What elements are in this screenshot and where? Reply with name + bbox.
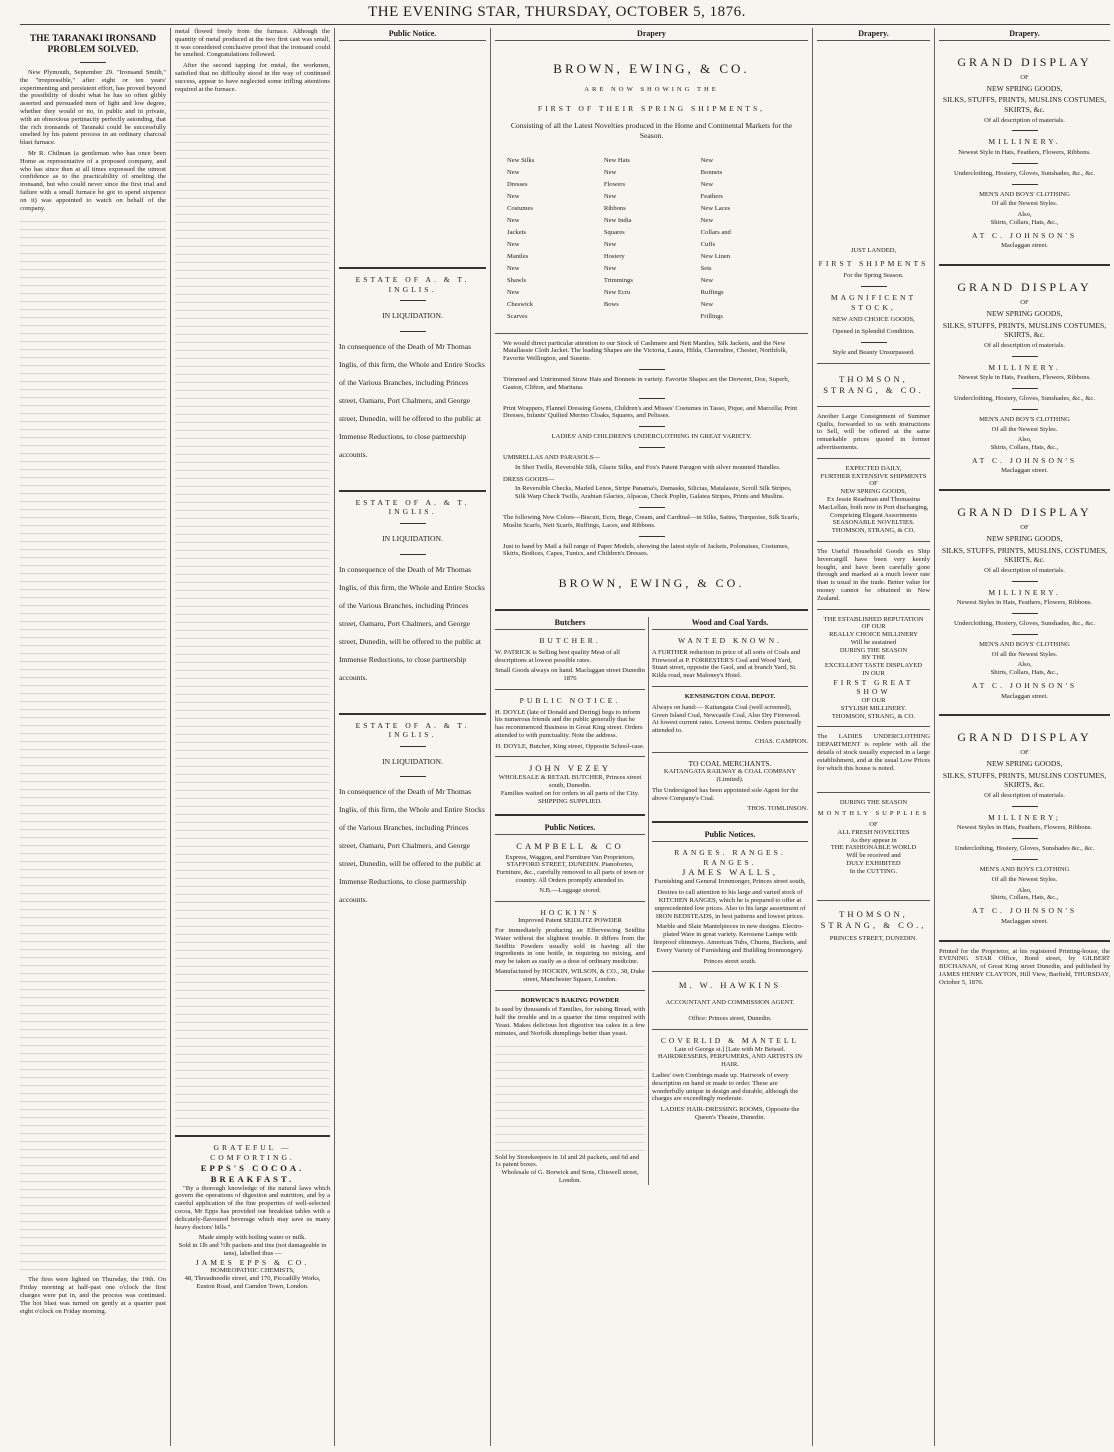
divider	[639, 369, 665, 370]
notice-body: In consequence of the Death of Mr Thomas Inglis, of this firm, the Whole and Entire Stocks of the Various Branches, including Princes street, Oamaru, Port Chalmers, and George street, Dunedin, will be offered to the public at Immense Reductions, to close partnership accounts.	[339, 341, 485, 459]
novelty-item: New Frillings	[700, 300, 723, 320]
ad-line: Also,	[1017, 886, 1032, 894]
ad-paragraph: In Reversible Checks, Marled Lenos, Stripe Panama's, Damasks, Silicias, Matalassie, Scroll Silk Stripes, Silk Warp Check Twills, Arabian Glacies, Alpacas, Check Poplin, Galatea Stripes, Prints and Muslins.	[515, 485, 792, 501]
ad-line: SILKS, STUFFS, PRINTS, MUSLINS, COSTUMES, SKIRTS, &c.	[941, 545, 1108, 565]
ad-line: Underclothing, Hosiery, Gloves, Sunshades &c., &c.	[954, 845, 1095, 853]
notice-subtitle: IN LIQUIDATION.	[382, 756, 443, 766]
ad-line: Sold by Storekeepers in 1d and 2d packets, and 6d and 1s patent boxes.	[495, 1153, 640, 1169]
ad-title: TO COAL MERCHANTS.	[688, 758, 772, 768]
ad-line: Consisting of all the Latest Novelties produced in the Home and Continental Markets for the Season.	[510, 121, 793, 140]
divider	[400, 331, 426, 332]
novelty-item: New Hosiery	[603, 240, 625, 260]
novelty-item: New Feathers	[700, 180, 723, 200]
divider	[1012, 184, 1038, 185]
ad-signature: THOS. TOMLINSON.	[747, 805, 808, 813]
ad-title: GRAND DISPLAY	[957, 280, 1092, 295]
ad-paragraph: Print Wrappers, Flannel Dressing Gowns, Children's and Misses' Costumes in Tasso, Pique, and Marcella; Print Dresses, Infants' Quilted Merino Cloaks, Squares, and Pelisses.	[503, 404, 798, 420]
column-news-1	[20, 28, 166, 1446]
ad-line: Maclaggan street.	[1001, 467, 1048, 475]
ad-line: Of all the Newest Styles.	[991, 425, 1058, 433]
ad-line: Underclothing, Hosiery, Gloves, Sunshades, &c., &c.	[954, 394, 1095, 402]
ad-line: AT C. JOHNSON'S	[971, 906, 1078, 916]
ad-body: Another Large Consignment of Summer Quilts, forwarded to us with instructions to Sell, will be offered at the same remarkable prices quoted in former advertisements.	[817, 412, 930, 451]
notice-title: ESTATE OF A. & T. INGLIS.	[355, 497, 470, 517]
ad-line: DURING THE SEASON	[839, 646, 908, 654]
ad-line: ALL FRESH NOVELTIES	[837, 828, 910, 836]
ad-title: EPPS'S COCOA. BREAKFAST.	[200, 1162, 305, 1184]
column-drapery-main	[495, 28, 808, 1446]
divider	[175, 1135, 330, 1137]
divider	[495, 333, 808, 334]
ad-line: Office: Princes street, Dunedin.	[688, 1015, 772, 1023]
ad-line: MAGNIFICENT STOCK,	[830, 293, 917, 312]
divider	[861, 342, 887, 343]
ad-line: Will be sustained	[850, 638, 897, 646]
lower-ads	[495, 617, 808, 1185]
lower-ads-right	[652, 617, 808, 1185]
ad-line: AT C. JOHNSON'S	[971, 681, 1078, 691]
ad-title: CAMPBELL & CO	[516, 840, 624, 851]
ad-line: SEASONABLE NOVELTIES.	[832, 519, 915, 527]
ad-line: FURTHER EXTENSIVE SHIPMENTS	[820, 472, 927, 480]
ad-title: BUTCHER.	[539, 636, 601, 646]
novelty-item: New Flowers	[603, 168, 626, 188]
johnson-ad	[939, 714, 1110, 925]
ad-firm-title: BROWN, EWING, & CO.	[558, 576, 745, 591]
ad-line: MEN'S AND BOY'S CLOTHING	[979, 415, 1070, 423]
ad-line: MILLINERY.	[988, 587, 1061, 597]
ad-line: LADIES' AND CHILDREN'S UNDERCLOTHING IN GREAT VARIETY.	[551, 433, 752, 441]
ad-line: FIRST SHIPMENTS	[818, 258, 929, 268]
ad-title: PUBLIC NOTICE.	[519, 695, 621, 705]
ad-line: Newest Styles in Hats, Feathers, Flowers, Ribbons.	[956, 824, 1093, 832]
ad-line: MEN'S AND BOYS' CLOTHING	[979, 190, 1070, 198]
ad-paragraph: Trimmed and Untrimmed Straw Hats and Bonnets in variety. Favorite Shapes are the Derwent, Doe, Superb, Gaston, Clifton, and Maritana.	[503, 375, 790, 391]
novelty-item: New India Squares	[603, 216, 632, 236]
ad-firm-title: THOMSON, STRANG, & CO.,	[820, 908, 927, 930]
divider	[939, 264, 1110, 266]
ad-line: NEW SPRING GOODS,	[986, 534, 1063, 544]
ad-line: Also,	[1017, 436, 1032, 444]
ad-line: OF	[1020, 74, 1029, 81]
johnson-ad	[939, 264, 1110, 475]
ad-body: "By a thorough knowledge of the natural laws which govern the operations of digestion and nutrition, and by a careful application of the fine properties of well-selected cocoa, Mr Epps has provided our breakfast tables with a delicately-flavoured beverage which may save us many heavy doctors' bills."	[175, 1184, 330, 1231]
ad-line: MONTHLY SUPPLIES	[817, 810, 930, 818]
ad-title: GRAND DISPLAY	[957, 730, 1092, 745]
ad-body: H. DOYLE (late of Donald and Dering) begs to inform his numerous friends and the public generally that he has recommenced Business in Great King street. Orders attended to with punctuality. Note the address.	[495, 708, 643, 739]
novelty-item: New Trimmings	[603, 264, 633, 284]
ad-line: HOMŒOPATHIC CHEMISTS,	[210, 1267, 295, 1275]
novelty-item: New Mantles	[507, 240, 529, 260]
divider	[1012, 581, 1038, 582]
ad-line: Late of George st.] [Late with Mr Beissel. HAIRDRESSERS, PERFUMERS, AND ARTISTS IN HAIR.	[658, 1045, 802, 1069]
ad-line: ACCOUNTANT AND COMMISSION AGENT.	[665, 999, 795, 1007]
ad-line: NEW SPRING GOODS,	[986, 83, 1063, 93]
divider	[639, 426, 665, 427]
novelty-list-col	[604, 155, 699, 323]
column-news-2	[175, 28, 330, 1446]
notice-subtitle: IN LIQUIDATION.	[382, 311, 443, 321]
section-head: Public Notices.	[652, 829, 808, 842]
ad-line: Sold in 1lb and ½lb packets and tins (not damageable in tans), labelled thus —	[178, 1242, 327, 1257]
ad-line: Style and Beauty Unsurpassed.	[832, 348, 915, 356]
novelty-item: New Bonnets	[700, 156, 723, 176]
ad-paragraph: In Shot Twills, Reversible Silk, Glacie Silks, and Fox's Patent Paragon with silver mounted Handles.	[515, 463, 781, 471]
ad-line: AT C. JOHNSON'S	[971, 455, 1078, 465]
ad-line: PRINCES STREET, DUNEDIN.	[829, 934, 918, 942]
ad-text-block	[495, 1041, 645, 1151]
novelty-list	[495, 155, 808, 323]
divider	[817, 458, 930, 459]
ad-line: Ex Jessie Readman and Thomasina MacLellan, both now in Port discharging, Comprising Elegant Assortments	[818, 495, 929, 519]
ad-line: Underclothing, Hosiery, Gloves, Sunshades, &c., &c.	[954, 169, 1095, 177]
ad-line: KAITANGATA RAILWAY & COAL COMPANY (Limited).	[663, 768, 797, 784]
ad-line: Of all the Newest Styles.	[991, 875, 1058, 883]
divider	[400, 554, 426, 555]
ad-line: In the CUTTING.	[849, 867, 898, 875]
divider	[400, 776, 426, 777]
novelty-list-col	[507, 155, 602, 323]
ad-line: NEW SPRING GOODS,	[986, 308, 1063, 318]
divider	[80, 62, 106, 63]
novelty-item: New Ruffings	[700, 276, 724, 296]
novelty-item: New Hats	[603, 156, 630, 164]
divider	[817, 363, 930, 364]
divider	[639, 507, 665, 508]
ad-line: Manufactured by HOCKIN, WILSON, & CO., 38, Duke street, Manchester Square, London.	[495, 968, 645, 983]
divider	[652, 686, 808, 687]
ad-line: Shirts, Collars, Hats, &c.,	[990, 218, 1059, 226]
blank-space	[339, 47, 486, 259]
divider	[817, 792, 930, 793]
divider	[495, 901, 645, 902]
top-rule	[20, 24, 1110, 25]
ad-line: OF	[1020, 299, 1029, 307]
ad-line: EXPECTED DAILY,	[845, 464, 902, 472]
ad-line: IN OUR	[862, 670, 885, 678]
ad-line: STYLISH MILLINERY.	[840, 704, 907, 712]
divider	[339, 713, 486, 715]
novelty-item: New Ecru Bows	[603, 288, 631, 308]
ad-title: JOHN VEZEY	[528, 763, 612, 774]
ad-paragraph: We would direct particular attention to our Stock of Cashmere and Nett Mantles, Silk Jackets, and the New Matallassie Cloth Jacket. The leading Shapes are the Victoria, Laura, Hilda, Clarendine, Chester, Northfolk, Favorite Wellington, and Susette.	[503, 339, 788, 363]
novelty-list-col	[701, 155, 796, 323]
divider	[939, 714, 1110, 716]
ad-signature: THOMSON, STRANG, & CO.	[831, 712, 916, 720]
ad-line: H. DOYLE, Butcher, King street, Opposite School-case.	[495, 742, 645, 750]
ad-line: Of all description of materials.	[984, 566, 1065, 574]
column-divider	[170, 28, 171, 1446]
divider	[1012, 613, 1038, 614]
divider	[400, 300, 426, 301]
novelty-item: New Dresses	[507, 168, 528, 188]
ad-firm: JAMES EPPS & CO.	[195, 1257, 310, 1267]
divider	[652, 752, 808, 753]
ad-line: OF	[869, 480, 878, 488]
ad-line: WHOLESALE & RETAIL BUTCHER, Princes street south, Dunedin.	[498, 774, 642, 790]
divider	[652, 1029, 808, 1030]
ad-signature: THOMSON, STRANG, & CO.	[831, 527, 916, 535]
article-headline: THE TARANAKI IRONSAND PROBLEM SOLVED.	[29, 34, 157, 55]
column-drapery-johnson	[939, 28, 1110, 1446]
notice-body: In consequence of the Death of Mr Thomas Inglis, of this firm, the Whole and Entire Stocks of the Various Branches, including Princes street, Oamaru, Port Chalmers, and George street, Dunedin, will be offered to the public at Immense Reductions, to close partnership accounts.	[339, 564, 485, 682]
ad-line: JUST LANDED,	[850, 247, 897, 254]
ad-title: GRAND DISPLAY	[957, 505, 1092, 520]
novelty-item: New Silks	[507, 156, 535, 164]
novelty-item: New Ribbons	[603, 192, 626, 212]
ad-line: Small Goods always on hand. Maclaggan street Dunedin 1876	[495, 667, 645, 683]
ad-paragraph: The following New Colors—Biscuit, Ecru, Bege, Cream, and Cardinal—in Silks, Satins, Turquoise, Silk Scarfs, Muslin Scarfs, Nett Scarfs, Ruffings, Laces, and Ribbons.	[503, 513, 800, 529]
ad-firm-title: THOMSON, STRANG, & CO.	[823, 373, 924, 395]
ad-line: FIRST GREAT SHOW	[833, 677, 914, 697]
johnson-ads	[939, 55, 1110, 926]
estate-notice-3	[339, 721, 486, 910]
divider	[652, 971, 808, 972]
ad-line: NEW SPRING GOODS,	[986, 759, 1063, 769]
johnson-ad	[939, 55, 1110, 250]
notice-subtitle: IN LIQUIDATION.	[382, 533, 443, 543]
ad-body: The Undersigned has been appointed sole Agent for the above Company's Coal.	[652, 786, 799, 802]
masthead: THE EVENING STAR, THURSDAY, OCTOBER 5, 1876.	[368, 4, 746, 20]
divider	[817, 726, 930, 727]
novelty-item: New Costumes	[507, 192, 534, 212]
divider	[495, 990, 645, 991]
ad-line: Families waited on for orders in all parts of the City.	[500, 790, 640, 798]
novelty-item: New Cheswick Scarves	[507, 288, 534, 320]
ad-line: Newest Style in Hats, Feathers, Flowers, Ribbons.	[958, 374, 1091, 382]
ad-line: MILLINERY;	[988, 812, 1061, 822]
divider	[861, 286, 887, 287]
section-head: Public Notice.	[339, 28, 486, 41]
ad-title: KENSINGTON COAL DEPOT.	[684, 692, 776, 700]
column-divider	[490, 28, 491, 1446]
divider	[939, 489, 1110, 491]
article-paragraph: The fires were lighted on Thursday, the 19th. On Friday morning at half-past one o'clock the first charges were put in, and the process was continued. The hot blast was turned on gently at a quarter past eight o'clock on Friday morning.	[20, 1276, 166, 1315]
divider	[1012, 634, 1038, 635]
ad-line: Shirts, Collars, Hats, &c.,	[990, 444, 1059, 452]
divider	[400, 523, 426, 524]
ad-line: REALLY CHOICE MILLINERY	[829, 631, 918, 639]
ad-line: Shirts, Collars, Hats, &c.,	[990, 669, 1059, 677]
divider	[939, 940, 1110, 942]
column-divider	[934, 28, 935, 1446]
divider	[639, 447, 665, 448]
column-drapery-thomson	[817, 28, 930, 1446]
ad-line: Furnishing and General Ironmonger, Princes street south,	[654, 878, 806, 886]
divider	[652, 821, 808, 823]
ad-line: As they appear in	[850, 836, 897, 844]
ad-body: Always on hand:— Kaitangata Coal (well screened), Green Island Coal, Newcastle Coal, Also Dry Firewood. At lowest current rates. Lowest terms. Orders punctually attended to.	[652, 703, 802, 735]
divider	[1012, 163, 1038, 164]
ad-line: Improved Patent SEIDLITZ POWDER	[518, 917, 622, 925]
divider	[817, 406, 930, 407]
johnson-ad	[939, 489, 1110, 700]
ad-line: EXCELLENT TASTE DISPLAYED	[824, 662, 923, 670]
ad-line: Newest Styles in Hats, Feathers, Flowers, Ribbons.	[956, 599, 1093, 607]
ad-line: Also,	[1017, 211, 1032, 219]
divider	[1012, 388, 1038, 389]
divider	[1012, 859, 1038, 860]
article-text-block	[20, 216, 166, 1276]
ad-firm-title: BROWN, EWING, & CO.	[553, 61, 750, 76]
ad-line: SILKS, STUFFS, PRINTS, MUSLINS COSTUMES, SKIRTS, &c.	[942, 770, 1107, 790]
ad-line: Underclothing, Hosiery, Gloves, Sunshades, &c., &c.	[954, 620, 1095, 628]
divider	[817, 541, 930, 542]
ad-title: RANGES. RANGES. RANGES.	[674, 848, 786, 867]
ad-line: OF	[1020, 749, 1029, 757]
ad-paragraph: Just to hand by Mail a full range of Paper Models, showing the latest style of Jackets, Polonaises, Costumes, Skirts, Bodices, Capes, Tunics, and Children's Dresses.	[503, 542, 790, 558]
ad-line: MEN'S AND BOYS' CLOTHING	[979, 640, 1070, 648]
ad-title: WANTED KNOWN.	[678, 636, 782, 646]
divider	[339, 490, 486, 492]
ad-line: THE ESTABLISHED REPUTATION	[823, 615, 924, 623]
ad-title: GRATEFUL — COMFORTING.	[210, 1143, 295, 1162]
ad-body: A FURTHER reduction in price of all sorts of Coals and Firewood at P. FORRESTER'S Coal and Wood Yard, Stuart street, opposite the Gaol, and at branch Yard, St. Kilda road, near Maloney's Hotel.	[652, 648, 801, 680]
section-head: Drapery.	[817, 28, 930, 41]
novelty-item: New Shawls	[507, 264, 527, 284]
divider	[817, 609, 930, 610]
ad-line: BY THE	[861, 654, 886, 662]
ad-line: Will be received and	[846, 852, 901, 860]
novelty-item: New Collars and Cuffs	[700, 216, 731, 248]
ad-line: Shirts, Collars, Hats, &c.,	[990, 894, 1059, 902]
novelty-item: New Jackets	[507, 216, 527, 236]
divider	[339, 267, 486, 269]
article-paragraph: metal flowed freely from the furnace. Although the quantity of metal produced at the two first cast was small, it was considered conclusive proof that the ironsand could be smelted. Congratulations followed.	[175, 28, 330, 59]
ad-title: GRAND DISPLAY	[957, 55, 1092, 69]
notice-body: In consequence of the Death of Mr Thomas Inglis, of this firm, the Whole and Entire Stocks of the Various Branches, including Princes street, Oamaru, Port Chalmers, and George street, Dunedin, will be offered to the public at Immense Reductions, to close partnership accounts.	[339, 787, 485, 905]
ad-line: N.B.—Luggage stored.	[539, 886, 601, 894]
column-notices	[339, 28, 486, 1446]
ad-line: OF	[869, 821, 878, 829]
ad-line: Maclaggan street.	[1001, 917, 1048, 925]
ad-body: Is used by thousands of Families, for raising Bread, with half the trouble and in a quarter the time required with Yeast. Makes delicious hot digestive tea cakes in a few minutes, and Norfolk dumplings better than yeast.	[495, 1006, 645, 1037]
column-divider	[812, 28, 813, 1446]
novelty-item: New Linen Sets	[700, 252, 731, 272]
article-paragraph: Mr R. Chilman (a gentleman who has once been Home as representative of a proposed company, and who has since then at all times expressed the utmost confidence as to the practicability of smelting the ironsand, but who could never since the first trial and failure with a small furnace be got to spend sixpence on it) was appointed to watch on behalf of the company.	[20, 149, 166, 212]
blank-space	[817, 47, 930, 247]
divider	[1012, 130, 1038, 131]
article-paragraph: New Plymouth, September 29. "Ironsand Smith," the "irrepressible," after eight or ten years' experimenting and persistent effort, has proved beyond the possibility of doubt what he has so often glibly asserted and persuaded men of light and low degree, whether they would or no, in public and in private, with an obnoxious pertinacity perfectly astonding, that the rich ironsands of Taranaki could be successfully smelted by his patent process in an ordinary charcoal blast furnace.	[20, 69, 166, 147]
ad-body: Desires to call attention to his large and varied stock of KITCHEN RANGES, which he is prepared to offer at unprecedented low prices. Also to his large assortment of IRON BEDSTEADS, in best patterns and lowest prices.	[654, 889, 806, 920]
divider	[817, 900, 930, 901]
divider	[495, 756, 645, 757]
ad-line: Newest Style in Hats, Feathers, Flowers, Ribbons.	[958, 148, 1091, 156]
ad-line: ARE NOW SHOWING THE	[584, 86, 719, 93]
divider	[1012, 806, 1038, 807]
ad-address: 48, Threadneedle street, and 170, Piccadilly Works, Euston Road, and Camden Town, London.	[184, 1275, 321, 1290]
ad-line: For the Spring Season.	[843, 272, 904, 280]
ad-line: Maclaggan street.	[1001, 692, 1048, 700]
lower-ads-left	[495, 617, 649, 1185]
ad-title: HOCKIN'S	[540, 907, 600, 917]
printer-imprint: Printed for the Proprietor, at his registered Printing-house, the EVENING STAR Office, Bond street, by GILBERT BUCHANAN, of Great King street Dunedin, and published by JAMES HENRY CLAYTON, Hill View, Barfield, THURSDAY, October 5, 1876.	[939, 947, 1110, 986]
ad-line: Wholesale of G. Borwick and Sons, Chiswell street, London.	[501, 1169, 639, 1184]
ad-line: Of all the Newest Styles.	[991, 650, 1058, 658]
ad-signature: CHAS. CAMPION.	[755, 737, 808, 745]
divider	[1012, 409, 1038, 410]
novelty-item: New Laces	[700, 204, 731, 212]
section-head: Wood and Coal Yards.	[652, 617, 808, 630]
divider	[495, 609, 808, 611]
ad-line: MEN'S AND BOYS CLOTHING	[979, 865, 1070, 873]
ad-line: FIRST OF THEIR SPRING SHIPMENTS,	[537, 103, 766, 113]
divider	[495, 814, 645, 816]
ad-line: DURING THE SEASON	[839, 799, 908, 807]
ad-line: SHIPPING SUPPLIED.	[538, 797, 602, 805]
divider	[1012, 838, 1038, 839]
ad-line: NEW AND CHOICE GOODS,	[832, 316, 915, 324]
ad-line: OF OUR	[861, 623, 886, 631]
article-paragraph: After the second tapping for metal, the workmen, satisfied that no difficulty stood in the way of continued success, appear to have neglected some trifling attentions required at the furnace.	[175, 62, 330, 93]
ad-line: Princes street south.	[703, 957, 757, 965]
ad-body: Ladies' own Combings made up. Hairwork of every description on hand or made to order. These are wonderfully unique in design and durable, although the charges are exceedingly moderate.	[652, 1072, 799, 1103]
estate-notice-1	[339, 275, 486, 464]
divider	[495, 689, 645, 690]
column-divider	[334, 28, 335, 1446]
ad-line: NEW SPRING GOODS,	[840, 488, 907, 496]
ad-subhead: DRESS GOODS—	[503, 475, 555, 483]
divider	[1012, 356, 1038, 357]
ad-line: DULY EXHIBITED	[846, 860, 901, 868]
ad-body: Express, Waggon, and Furniture Van Proprietors, STAFFORD STREET, DUNEDIN. Pianofortes, Furniture, &c., carefully removed to all parts of town or country. All Orders promptly attended to.	[496, 853, 644, 885]
estate-notice-2	[339, 498, 486, 687]
ad-line: Maclaggan street.	[1001, 242, 1048, 250]
ad-line: MILLINERY.	[988, 362, 1061, 372]
ad-title: BORWICK'S BAKING POWDER	[520, 996, 620, 1004]
section-head: Drapery	[495, 28, 808, 41]
ad-line: OF OUR	[861, 697, 886, 705]
article-text-block	[175, 97, 330, 1127]
ad-title: COVERLID & MANTELL	[660, 1036, 800, 1046]
ad-body: Marble and Slate Mantelpieces in new designs. Electro-plated Ware in great variety. Kerosene Lamps with fireproof chimneys. American Tubs, Churns, Buckets, and Every Variety of Furnishing and Building Ironmongery.	[653, 923, 807, 954]
divider	[639, 536, 665, 537]
ad-line: LADIES' HAIR-DRESSING ROOMS, Opposite the Queen's Theatre, Dunedin.	[660, 1106, 800, 1121]
ad-line: THE FASHIONABLE WORLD	[830, 844, 917, 852]
ad-line: Made simply with boiling water or milk.	[198, 1234, 307, 1242]
ad-body: The Useful Household Goods ex Ship Invercargill have been very keenly bought, and have been carefully gone through and marked at a much lower rate than is usual in the trade. Better value for money cannot be obtained in New Zealand.	[817, 547, 930, 602]
ad-line: Of all the Newest Styles.	[991, 200, 1058, 208]
ad-line: Of all description of materials.	[984, 116, 1065, 124]
section-head: Public Notices.	[495, 822, 645, 835]
ad-body: W. PATRICK is Selling best quality Meat of all descriptions at lowest possible rates.	[495, 648, 620, 664]
ad-subhead: UMBRELLAS AND PARASOLS—	[503, 453, 600, 461]
section-head: Drapery.	[939, 28, 1110, 41]
divider	[639, 398, 665, 399]
ad-line: Opened in Splendid Condition.	[832, 328, 915, 336]
ad-title: M. W. HAWKINS	[678, 980, 782, 991]
section-head: Butchers	[495, 617, 645, 630]
ad-body: The LADIES UNDERCLOTHING DEPARTMENT is replete with all the details of stock usually expected in a large establishment, and at the usual Low Prices for which this house is noted.	[817, 733, 930, 772]
ad-body: For immediately producing an Effervescing Seidlitz Water without the slightest trouble. It differs from the Seidlitz Powders usually sold in having all the ingredients in one bottle, in requiring no mixing, and may be taken as easily as a dose of ordinary medicine.	[495, 927, 645, 966]
ad-line: Also,	[1017, 661, 1032, 669]
divider	[400, 746, 426, 747]
ad-line: OF	[1020, 524, 1029, 532]
ad-line: Of all description of materials.	[984, 792, 1065, 799]
ad-line: Of all description of materials.	[984, 341, 1065, 349]
notice-title: ESTATE OF A. & T. INGLIS.	[355, 720, 470, 740]
ad-title: JAMES WALLS,	[681, 867, 778, 878]
ad-line: MILLINERY.	[988, 137, 1061, 147]
notice-title: ESTATE OF A. & T. INGLIS.	[355, 275, 470, 294]
ad-line: SILKS, STUFFS, PRINTS, MUSLINS COSTUMES, SKIRTS, &c.	[942, 95, 1107, 114]
ad-line: SILKS, STUFFS, PRINTS, MUSLINS COSTUMES, SKIRTS, &c.	[942, 320, 1107, 340]
ad-line: AT C. JOHNSON'S	[971, 230, 1078, 240]
